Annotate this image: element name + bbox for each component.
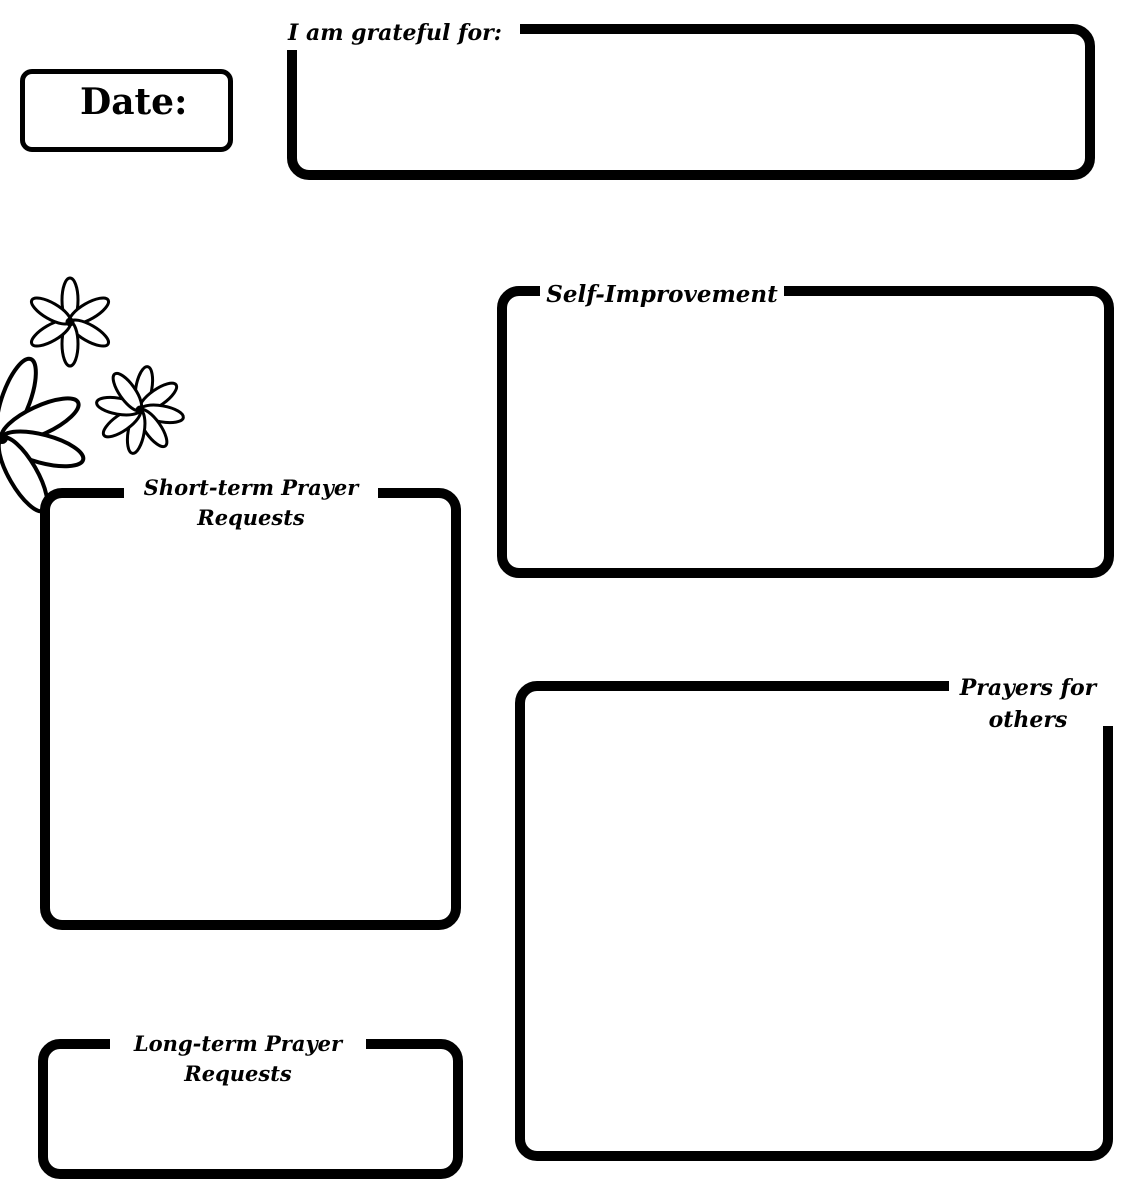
self-improvement-label: Self-Improvement [540,278,784,311]
grateful-label: I am grateful for: [286,18,520,50]
date-label: Date: [80,81,188,123]
self-improvement-box[interactable] [497,286,1114,578]
short-term-prayer-box[interactable] [40,488,461,930]
short-term-prayer-label: Short-term Prayer Requests [124,473,378,534]
prayers-for-others-label: Prayers for others [959,675,1097,733]
prayers-for-others-box[interactable] [515,681,1113,1161]
long-term-prayer-label: Long-term Prayer Requests [110,1029,366,1090]
flower-icon [95,365,184,454]
flower-icon [28,278,112,366]
